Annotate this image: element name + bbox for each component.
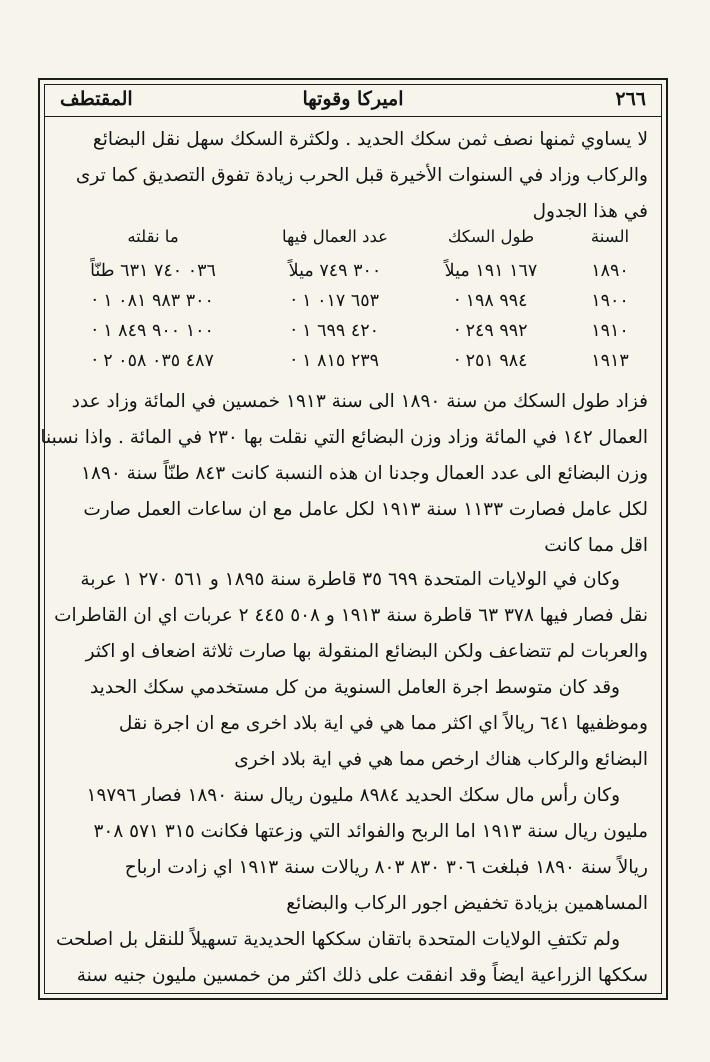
text-line: والركاب وزاد في السنوات الأخيرة قبل الحرب زيادة تفوق التصديق كما ترى	[75, 165, 648, 186]
text-line: وموظفيها ٦٤١ ريالاً اي اكثر مما هي في اية بلاد اخرى مع ان اجرة نقل	[118, 713, 648, 734]
cell-year: ١٨٩٠	[591, 261, 629, 281]
cell-workers: ٤٢٠ ٦٩٩ ١ ·	[290, 321, 380, 341]
header-rule	[44, 116, 662, 117]
text-line: لكل عامل فصارت ١١٣٣ سنة ١٩١٣ لكل عامل مع ان ساعات العمل صارت	[83, 499, 648, 520]
text-line: في هذا الجدول	[532, 201, 648, 222]
article-title: اميركا وقوتها	[302, 88, 404, 110]
text-line: نقل فصار فيها ٣٧٨ ٦٣ قاطرة سنة ١٩١٣ و ٥٠٨ ٤٤٥ ٢ عربات اي ان القاطرات	[54, 605, 648, 626]
header-year: السنة	[590, 227, 630, 246]
cell-cargo: ٣٠٠ ٩٨٣ ٠٨١ ١ ·	[92, 291, 214, 311]
text-line: ولم تكتفِ الولايات المتحدة باتقان سككها الحديدية تسهيلاً للنقل بل اصلحت	[56, 929, 620, 950]
cell-year: ١٩١٣	[591, 351, 629, 371]
text-line: وقد كان متوسط اجرة العامل السنوية من كل مستخدمي سكك الحديد	[89, 677, 620, 698]
table-row	[58, 254, 648, 288]
text-line: فزاد طول السكك من سنة ١٨٩٠ الى سنة ١٩١٣ خمسين في المائة وزاد عدد	[71, 391, 648, 412]
cell-year: ١٩٠٠	[591, 291, 629, 311]
text-line: سككها الزراعية ايضاً وقد انفقت على ذلك اكثر من خمسين مليون جنيه سنة	[76, 965, 648, 986]
cell-track-length: ٩٨٤ ٢٥١ ·	[454, 351, 528, 371]
table-row	[58, 344, 648, 378]
cell-track-length: ٩٩٢ ٢٤٩ ·	[454, 321, 528, 341]
text-line: اقل مما كانت	[544, 535, 648, 556]
railway-statistics-table	[58, 220, 648, 376]
cell-workers: ٢٣٩ ٨١٥ ١ ·	[290, 351, 380, 371]
cell-cargo: ٤٨٧ ٠٣٥ ٠٥٨ ٢ ·	[92, 351, 214, 371]
cell-workers: ٣٠٠ ٧٤٩ ميلاً	[288, 261, 382, 281]
text-line: المساهمين بزيادة تخفيض اجور الركاب والبضائع	[286, 893, 648, 914]
header-cargo: ما نقلته	[127, 227, 179, 246]
cell-year: ١٩١٠	[591, 321, 629, 341]
cell-workers: ٦٥٣ ٠١٧ ١ ·	[290, 291, 380, 311]
table-row	[58, 314, 648, 348]
table-row	[58, 284, 648, 318]
text-line: لا يساوي ثمنها نصف ثمن سكك الحديد . ولكثرة السكك سهل نقل البضائع	[92, 129, 648, 150]
text-line: ريالاً سنة ١٨٩٠ فبلغت ٣٠٦ ٨٣٠ ٨٠٣ ريالات سنة ١٩١٣ اي زادت ارباح	[124, 857, 648, 878]
text-line: العمال ١٤٢ في المائة وزاد وزن البضائع التي نقلت بها ٢٣٠ في المائة . واذا نسبنا	[40, 427, 648, 448]
text-line: وزن البضائع الى عدد العمال وجدنا ان هذه النسبة كانت ٨٤٣ طنّاً سنة ١٨٩٠	[81, 463, 648, 484]
page-number: ٢٦٦	[615, 88, 646, 110]
cell-track-length: ٩٩٤ ١٩٨ ·	[454, 291, 528, 311]
text-line: والعربات لم تتضاعف ولكن البضائع المنقولة بها صارت ثلاثة اضعاف او اكثر	[85, 641, 648, 662]
cell-cargo: ٠٣٦ ٧٤٠ ٦٣١ طنّاً	[90, 261, 216, 281]
header-workers: عدد العمال فيها	[282, 227, 388, 246]
text-line: وكان رأس مال سكك الحديد ٨٩٨٤ مليون ريال سنة ١٨٩٠ فصار ١٩٧٩٦	[86, 785, 620, 806]
text-line: البضائع والركاب هناك ارخص مما هي في اية بلاد اخرى	[234, 749, 648, 770]
text-line: مليون ريال سنة ١٩١٣ اما الربح والفوائد التي وزعتها فكانت ٣١٥ ٥٧١ ٣٠٨	[93, 821, 648, 842]
cell-track-length: ١٦٧ ١٩١ ميلاً	[444, 261, 538, 281]
table-header-row	[58, 220, 648, 254]
journal-name: المقتطف	[60, 88, 133, 110]
header-track-length: طول السكك	[447, 227, 535, 246]
text-line: وكان في الولايات المتحدة ٦٩٩ ٣٥ قاطرة سنة ١٨٩٥ و ٥٦١ ٢٧٠ ١ عربة	[80, 569, 620, 590]
running-header	[56, 84, 650, 114]
cell-cargo: ١٠٠ ٩٠٠ ٨٤٩ ١ ·	[92, 321, 214, 341]
